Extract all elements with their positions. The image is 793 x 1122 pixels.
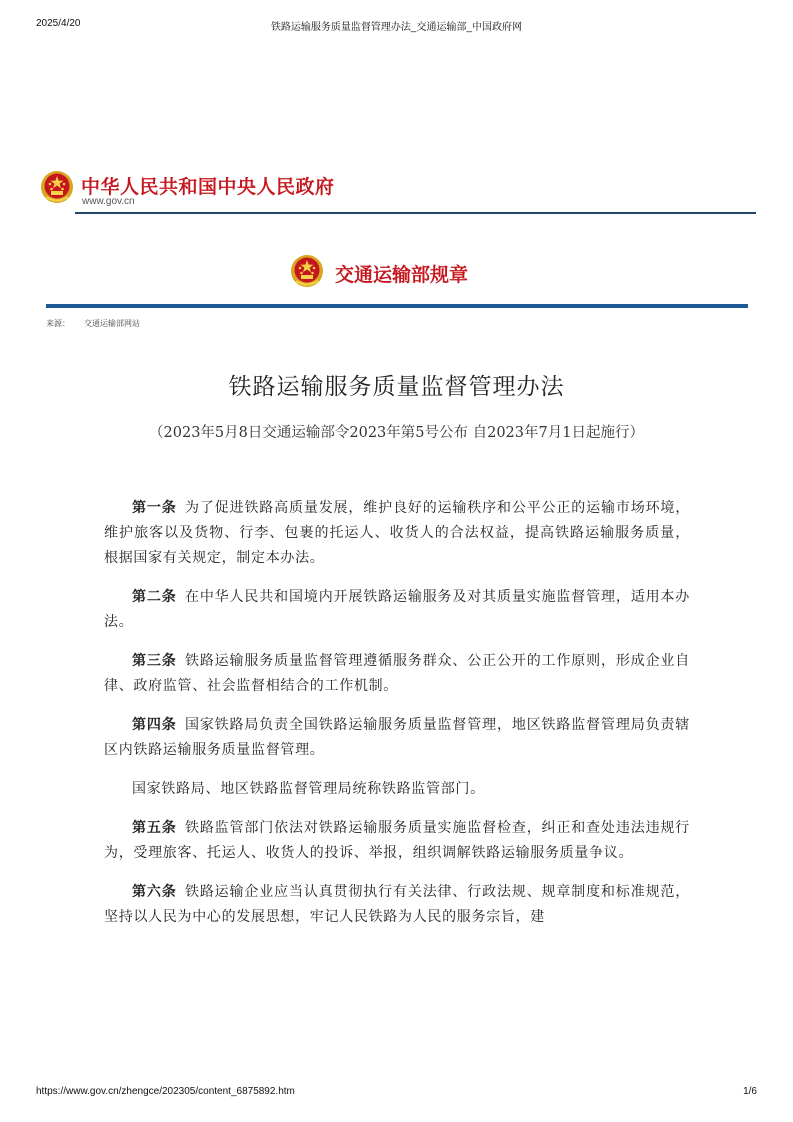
article-text: 在中华人民共和国境内开展铁路运输服务及对其质量实施监督管理，适用本办法。	[104, 589, 690, 630]
article-number: 第二条	[132, 589, 177, 605]
site-header	[36, 166, 756, 214]
article-paragraph	[104, 713, 690, 763]
national-emblem-icon[interactable]	[40, 170, 74, 204]
print-header	[36, 18, 757, 32]
article-paragraph	[104, 649, 690, 699]
print-footer	[36, 1086, 757, 1100]
source-value: 交通运输部网站	[84, 319, 140, 328]
site-url[interactable]: www.gov.cn	[82, 196, 135, 207]
header-divider	[75, 212, 756, 214]
article-number: 第四条	[132, 717, 177, 733]
article-text: 铁路运输服务质量监督管理遵循服务群众、公正公开的工作原则，形成企业自律、政府监管、社会监督相结合的工作机制。	[104, 653, 690, 694]
article-text: 铁路监管部门依法对铁路运输服务质量实施监督检查，纠正和查处违法违规行为，受理旅客、托运人、收货人的投诉、举报，组织调解铁路运输服务质量争议。	[104, 820, 690, 861]
article-text: 为了促进铁路高质量发展，维护良好的运输秩序和公平公正的运输市场环境，维护旅客以及货物、行李、包裹的托运人、收货人的合法权益，提高铁路运输服务质量，根据国家有关规定，制定本办法。	[104, 500, 690, 566]
article-paragraph	[104, 585, 690, 635]
body-paragraph	[104, 777, 690, 802]
article-number: 第六条	[132, 884, 177, 900]
article-paragraph	[104, 496, 690, 571]
article-text: 国家铁路局负责全国铁路运输服务质量监督管理，地区铁路监督管理局负责辖区内铁路运输服务质量监督管理。	[104, 717, 690, 758]
section-banner	[0, 252, 793, 292]
article-number: 第一条	[132, 500, 177, 516]
section-title: 交通运输部规章	[335, 264, 469, 286]
article-text: 铁路运输企业应当认真贯彻执行有关法律、行政法规、规章制度和标准规范，坚持以人民为中心的发展思想，牢记人民铁路为人民的服务宗旨，建	[104, 884, 690, 925]
print-page-title: 铁路运输服务质量监督管理办法_交通运输部_中国政府网	[270, 22, 523, 33]
section-divider	[46, 304, 748, 308]
paragraph-text: 国家铁路局、地区铁路监督管理局统称铁路监管部门。	[132, 781, 485, 797]
article-number: 第三条	[132, 653, 177, 669]
print-url[interactable]: https://www.gov.cn/zhengce/202305/content_6875892.htm	[36, 1086, 295, 1097]
national-emblem-icon	[290, 254, 324, 288]
article-number: 第五条	[132, 820, 177, 836]
document-subtitle: （2023年5月8日交通运输部令2023年第5号公布 自2023年7月1日起施行）	[149, 425, 644, 441]
article-paragraph	[104, 880, 690, 930]
article-paragraph	[104, 816, 690, 866]
print-date: 2025/4/20	[36, 18, 81, 29]
document-body	[104, 496, 690, 944]
document-title: 铁路运输服务质量监督管理办法	[228, 374, 565, 400]
source-label: 来源：	[46, 319, 70, 328]
source-line	[46, 318, 140, 329]
page-number: 1/6	[743, 1086, 757, 1097]
site-name[interactable]: 中华人民共和国中央人民政府	[81, 176, 335, 198]
